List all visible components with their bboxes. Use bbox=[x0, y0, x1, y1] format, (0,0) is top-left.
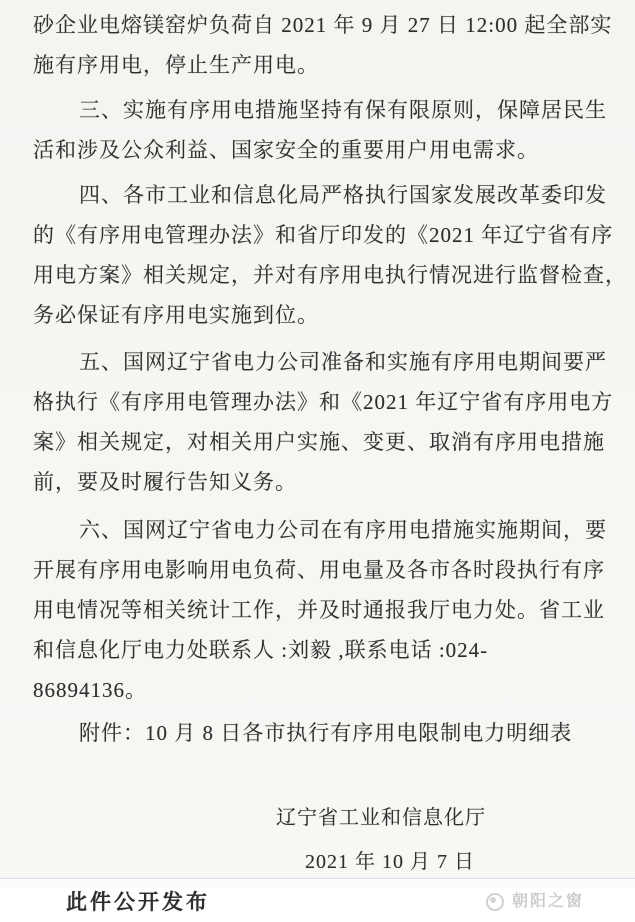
watermark bbox=[486, 882, 584, 922]
paragraph-item-5 bbox=[33, 342, 614, 502]
document-line: 前，要及时履行告知义务。 bbox=[33, 470, 297, 494]
document-line: 务必保证有序用电实施到位。 bbox=[33, 303, 319, 327]
paragraph-continuation bbox=[33, 5, 613, 85]
document-line: 施有序用电，停止生产用电。 bbox=[33, 53, 319, 77]
paragraph-item-4 bbox=[33, 175, 627, 335]
document-line: 四、各市工业和信息化局严格执行国家发展改革委印发 bbox=[79, 183, 607, 207]
document-line: 用电方案》相关规定，并对有序用电执行情况进行监督检查， bbox=[33, 263, 627, 287]
document-line: 案》相关规定，对相关用户实施、变更、取消有序用电措施 bbox=[33, 430, 605, 454]
document-line: 活和涉及公众利益、国家安全的重要用户用电需求。 bbox=[33, 138, 539, 162]
watermark-label: 朝阳之窗 bbox=[511, 893, 584, 910]
paragraph-item-3 bbox=[33, 90, 607, 170]
document-line: 开展有序用电影响用电负荷、用电量及各市各时段执行有序 bbox=[33, 558, 605, 582]
publish-note: 此件公开发布 bbox=[66, 890, 210, 914]
document-line: 砂企业电熔镁窑炉负荷自 2021 年 9 月 27 日 12:00 起全部实 bbox=[33, 13, 613, 37]
document-line: 三、实施有序用电措施坚持有保有限原则，保障居民生 bbox=[79, 98, 607, 122]
footer-row bbox=[33, 882, 602, 922]
document-date: 2021 年 10 月 7 日 bbox=[305, 851, 475, 873]
issuing-authority: 辽宁省工业和信息化厅 bbox=[276, 807, 486, 829]
page-bottom-edge bbox=[0, 878, 635, 888]
document-line: 的《有序用电管理办法》和省厅印发的《2021 年辽宁省有序 bbox=[33, 223, 614, 247]
document-line: 五、国网辽宁省电力公司准备和实施有序用电期间要严 bbox=[79, 350, 607, 374]
attachment-note: 附件：10 月 8 日各市执行有序用电限制电力明细表 bbox=[79, 721, 573, 745]
document-line: 用电情况等相关统计工作，并及时通报我厅电力处。省工业 bbox=[33, 598, 605, 622]
chaoyang-logo-icon bbox=[486, 893, 504, 911]
document-line: 六、国网辽宁省电力公司在有序用电措施实施期间，要 bbox=[79, 518, 607, 542]
document-line: 和信息化厅电力处联系人 :刘毅 ,联系电话 :024-86894136。 bbox=[33, 638, 489, 702]
paragraph-item-6 bbox=[33, 510, 607, 710]
document-line: 格执行《有序用电管理办法》和《2021 年辽宁省有序用电方 bbox=[33, 390, 614, 414]
paragraph-attachment bbox=[33, 713, 602, 753]
